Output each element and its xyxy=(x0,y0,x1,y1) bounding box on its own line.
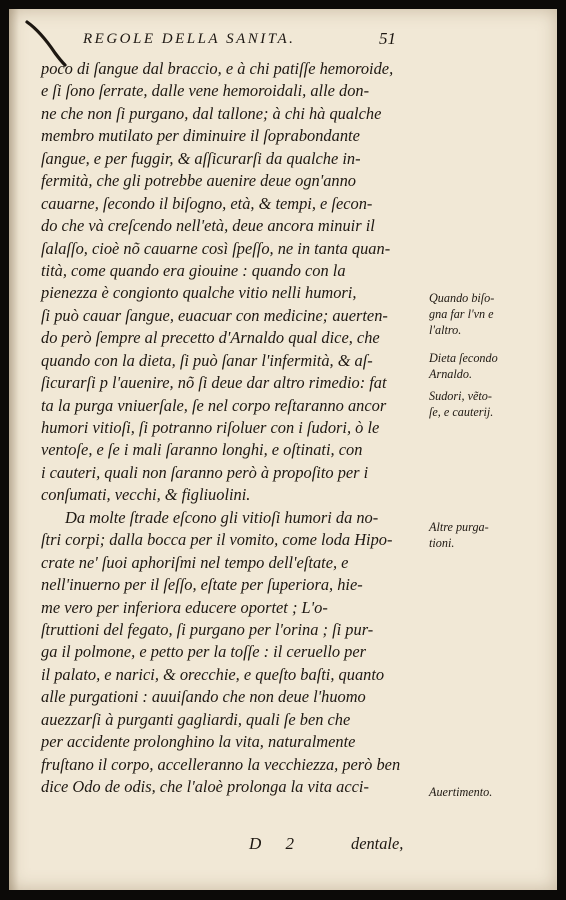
text-line: i cauteri, quali non ſaranno però à propoſito per i xyxy=(41,462,369,482)
text-line: crate ne' ſuoi aphoriſmi nel tempo dell'eſtate, e xyxy=(41,552,349,572)
text-line: Da molte ſtrade eſcono gli vitioſi humori da no- xyxy=(65,507,379,527)
running-title: REGOLE DELLA SANITA. xyxy=(83,31,296,47)
text-line: fruſtano il corpo, accelleranno la vecchiezza, però ben xyxy=(41,754,401,774)
signature-mark: D 2 xyxy=(249,834,305,853)
text-line: dice Odo de odis, che l'aloè prolonga la vita acci- xyxy=(41,777,369,796)
text-line: ſangue, e per fuggir, & aſſicurarſi da qualche in- xyxy=(41,148,361,168)
margin-note xyxy=(429,388,493,420)
text-line: conſumati, vecchi, & figliuolini. xyxy=(41,485,251,505)
page-number: 51 xyxy=(379,29,396,48)
text-line: ventoſe, e ſe i mali ſaranno longhi, e oſtinati, con xyxy=(41,440,363,460)
text-line: nell'inuerno per il ſeſſo, eſtate per ſuperiora, hie- xyxy=(41,575,363,595)
catchword: dentale, xyxy=(351,834,404,853)
text-line: cauarne, ſecondo il biſogno, età, & tempi, e ſecon- xyxy=(41,193,373,213)
margin-note-line: Sudori, vẽto- xyxy=(429,389,492,403)
text-line: il palato, e narici, & orecchie, e queſto baſti, quanto xyxy=(41,664,385,684)
body-text-block xyxy=(41,58,441,798)
margin-note-line: Altre purga- xyxy=(429,520,489,534)
page-fold-shadow xyxy=(9,9,19,890)
text-line: humori vitioſi, ſi potranno riſoluer con i ſudori, ò le xyxy=(41,418,380,437)
margin-note xyxy=(429,519,489,551)
text-line: quando con la dieta, ſi può ſanar l'infermità, & aſ- xyxy=(41,350,373,370)
text-line: membro mutilato per diminuire il ſoprabondante xyxy=(41,126,360,146)
margin-note xyxy=(429,350,498,382)
text-line: do però ſempre al precetto d'Arnaldo qual dice, che xyxy=(41,328,380,348)
text-line: alle purgationi : auuiſando che non deue l'huomo xyxy=(41,687,366,707)
text-line: pienezza è congionto qualche vitio nelli humori, xyxy=(41,283,357,303)
margin-note-line: Dieta ſecondo xyxy=(429,351,498,365)
margin-note-line: gna far l'vn e xyxy=(429,307,494,321)
margin-note xyxy=(429,784,492,800)
text-line: ſtruttioni del fegato, ſi purgano per l'orina ; ſi pur- xyxy=(41,619,374,639)
text-line: fermità, che gli potrebbe auenire deue ogn'anno xyxy=(41,171,357,191)
text-line: auezzarſi à purganti gagliardi, quali ſe ben che xyxy=(41,709,351,729)
text-line: ſi può cauar ſangue, euacuar con medicine; auerten- xyxy=(41,305,388,325)
margin-note-line: Arnaldo. xyxy=(429,367,472,381)
margin-note-line: Auertimento. xyxy=(429,785,493,799)
text-line: ga il polmone, e petto per la toſſe : il ceruello per xyxy=(41,642,367,662)
text-line: per accidente prolonghino la vita, naturalmente xyxy=(41,732,356,752)
text-line: tità, come quando era giouine : quando con la xyxy=(41,260,346,280)
margin-note xyxy=(429,290,494,338)
text-line: do che và creſcendo nell'età, deue ancora minuir il xyxy=(41,216,375,236)
text-line: ſicurarſi p l'auenire, nõ ſi deue dar altro rimedio: fat xyxy=(41,373,387,393)
text-line: ta la purga vniuerſale, ſe nel corpo reſtaranno ancor xyxy=(41,395,387,415)
text-line: ſtri corpi; dalla bocca per il vomito, come loda Hipo- xyxy=(41,530,393,550)
text-line: poco di ſangue dal braccio, e à chi patiſſe hemoroide, xyxy=(41,59,394,78)
text-line: me vero per inferiora educere oportet ; L'o- xyxy=(41,597,328,617)
text-line: ſalaſſo, cioè nõ cauarne così ſpeſſo, ne in tanta quan- xyxy=(41,238,391,258)
text-line: e ſi ſono ſerrate, dalle vene hemoroidali, alle don- xyxy=(41,81,370,101)
text-line: ne che non ſi purgano, dal tallone; à chi hà qualche xyxy=(41,103,382,123)
margin-note-line: tioni. xyxy=(429,536,455,550)
book-page xyxy=(9,9,557,890)
margin-note-line: ſe, e cauterij. xyxy=(429,405,494,419)
margin-note-line: l'altro. xyxy=(429,323,462,337)
margin-note-line: Quando biſo- xyxy=(429,291,495,305)
